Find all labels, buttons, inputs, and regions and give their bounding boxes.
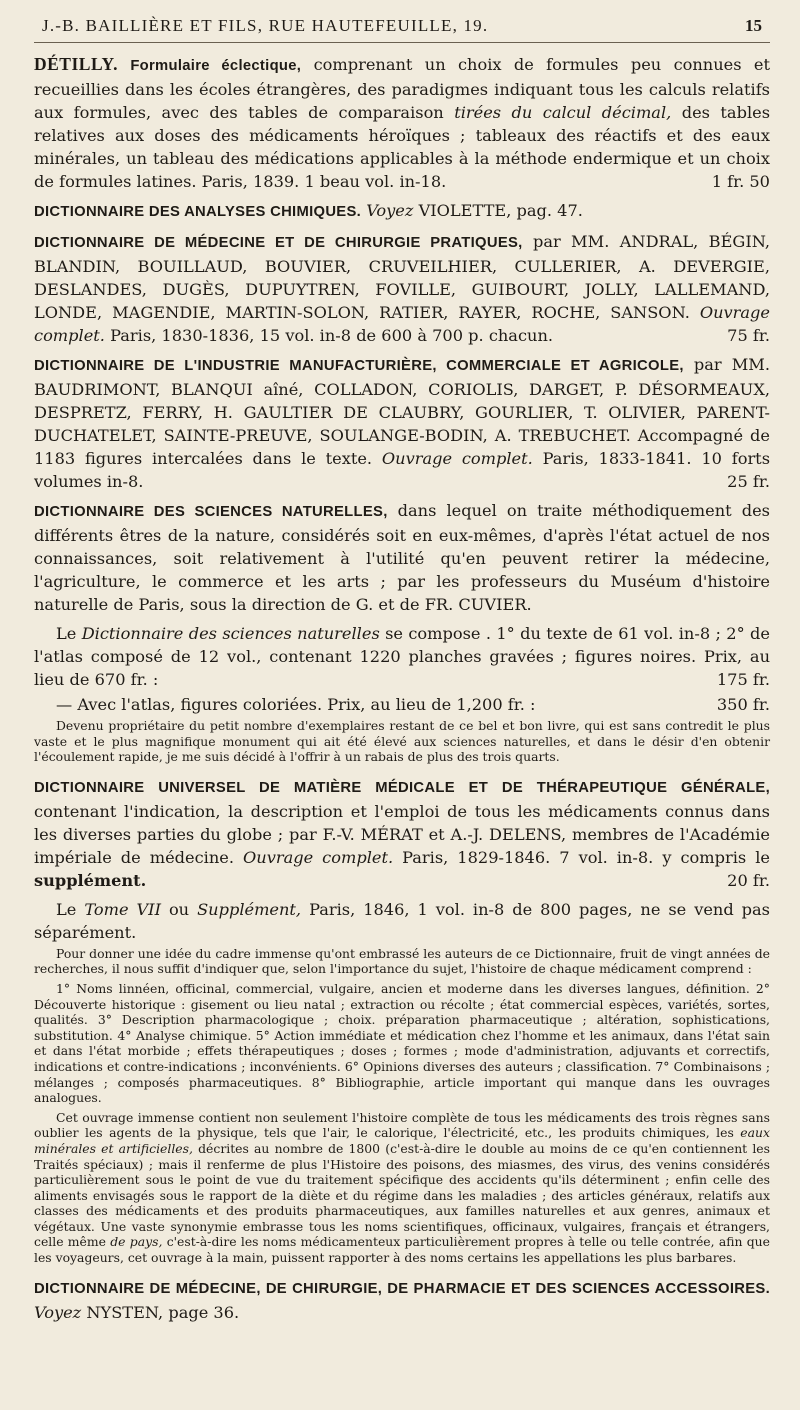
page-number: 15 [745, 16, 762, 35]
entry-price: 175 fr. [716, 670, 770, 689]
entry-price: 350 fr. [716, 695, 770, 714]
entry-text: par MM. ANDRAL, BÉGIN, BLANDIN, BOUILLAUD, BOUVIER, CRUVEILHIER, CULLERIER, A. DEVERGIE, DESLANDES, DUGÈS, DUPUYTREN, FOVILLE, GUIBOURT, JOLLY, LALLEMAND, LONDE, MAGENDIE, MARTIN-SOLON, RATIER, RAYER, ROCHE, SANSON. [34, 232, 770, 322]
sciences-note: Devenu propriétaire du petit nombre d'exemplaires restant de ce bel et bon livre, qui est sans contredit le plus vaste et le plus magnifique monument qui ait été élevé aux sciences naturelles, et dans le désir d'en obtenir l'écoulement rapide, je me suis décidé à l'offrir à un rabais de plus des trois quarts. [34, 718, 770, 765]
entry-headword: DICTIONNAIRE UNIVERSEL DE MATIÈRE MÉDICALE ET DE THÉRAPEUTIQUE GÉNÉRALE, [34, 779, 770, 796]
text: Le [56, 624, 77, 643]
entry-text: des tables relatives aux doses des médicaments héroïques ; tableaux des réactifs et des eaux minérales, un tableau des médications applicables à la méthode endermique et un choix de formules latines. Paris, 1839. 1 beau vol. in-18. [34, 103, 771, 191]
entry-matiere-medicale [34, 775, 770, 892]
sciences-composition [34, 622, 770, 691]
entry-italic: Ouvrage complet. [34, 303, 770, 345]
entry-industrie [34, 353, 770, 493]
entry-text: Paris, 1833-1841. 10 forts volumes in-8. [34, 449, 770, 491]
entry-medecine-chirurgie [34, 230, 770, 347]
text: ou [168, 899, 190, 919]
italic-text: eaux minérales et artificielles, [34, 1125, 770, 1156]
entry-text: dans lequel on traite méthodiquement des différents êtres de la nature, considérés soit en eux-mêmes, d'après l'état actuel de nos connaissances, soit relativement à l'utilité qu'en peuvent retirer la médecine, l'agriculture, le commerce et les arts ; par les professeurs du Muséum d'histoire naturelle de Paris, sous la direction de G. et de FR. CUVIER. [34, 501, 770, 614]
entry-headword: DÉTILLY. [34, 54, 118, 74]
see-reference: Voyez [366, 201, 414, 220]
sciences-atlas-price [34, 693, 770, 716]
entry-text: Paris, 1829-1846. 7 vol. in-8. y compris le [402, 847, 770, 867]
entry-analyses [34, 199, 770, 224]
text: Paris, 1846, 1 vol. in-8 de 800 pages, ne se vend pas séparément. [34, 899, 770, 942]
text: c'est-à-dire les noms médicamenteux particulièrement propres à telle ou telle contrée, afin que les voyageurs, cet ouvrage à la main, puissent rapporter à des noms certains les appellations les plus barbares. [34, 1234, 770, 1266]
entry-text: contenant l'indication, la description et l'emploi de tous les médicaments connus dans les diverses parties du globe ; par F.-V. MÉRAT et A.-J. DELENS, membres de l'Académie impériale de médecine. [34, 801, 770, 867]
running-head [34, 14, 770, 43]
supplement-label: supplément. [34, 870, 147, 890]
entry-price: 20 fr. [727, 870, 770, 890]
entry-sciences-naturelles [34, 499, 770, 616]
entry-italic: tirées du calcul décimal, [454, 103, 672, 122]
cross-reference: NYSTEN, page 36. [86, 1302, 240, 1322]
entry-subtitle: Formulaire éclectique, [130, 58, 302, 74]
entry-text: Paris, 1830-1836, 15 vol. in-8 de 600 à 700 p. chacun. [110, 326, 554, 345]
matiere-small-intro: Pour donner une idée du cadre immense qu'ont embrassé les auteurs de ce Dictionnaire, fruit de vingt années de recherches, il nous suffit d'indiquer que, selon l'importance du sujet, l'histoire de chaque médicament comprend : [34, 945, 770, 977]
entry-text: comprenant un choix de formules peu connues et recueillies dans les écoles étrangères, des paradigmes indiquant tous les calculs relatifs aux formules, avec des tables de comparaison [34, 55, 770, 122]
see-reference: Voyez [34, 1302, 82, 1322]
tome-vii-note [34, 898, 770, 944]
entry-detilly [34, 53, 770, 193]
text: — Avec l'atlas, figures coloriées. Prix, au lieu de 1,200 fr. : [56, 695, 536, 714]
entry-italic: Ouvrage complet. [243, 847, 394, 867]
cross-reference: VIOLETTE, pag. 47. [418, 201, 583, 220]
entry-price: 1 fr. 50 [711, 172, 770, 191]
entry-headword: DICTIONNAIRE DE L'INDUSTRIE MANUFACTURIÈRE, COMMERCIALE ET AGRICOLE, [34, 358, 684, 374]
publisher-line: J.-B. BAILLIÈRE ET FILS, RUE HAUTEFEUILLE, 19. [42, 16, 489, 35]
text: se compose . 1° du texte de 61 vol. in-8 ; 2° de l'atlas composé de 12 vol., contenant 1220 planches gravées ; figures noires. Prix, au lieu de 670 fr. : [34, 624, 770, 689]
entry-headword: DICTIONNAIRE DE MÉDECINE ET DE CHIRURGIE PRATIQUES, [34, 235, 523, 251]
text: décrites au nombre de 1800 (c'est-à-dire le double au moins de ce qu'en contiennent les Traités spéciaux) ; mais il renferme de plus l'Histoire des poisons, des miasmes, des virus, des venins considérés particulièrement sous le point de vue du traitement spécifique des accidents qu'ils déterminent ; enfin celle des aliments envisagés sous le rapport de la diète et du régime dans les maladies ; des articles généraux, relatifs aux classes des médicaments et des produits pharmaceutiques, aux familles naturelles et aux genres, animaux et végétaux. Une vaste synonymie embrasse tous les noms scientifiques, officinaux, vulgaires, français et étrangers, celle même [34, 1140, 770, 1250]
entry-price: 25 fr. [727, 472, 770, 491]
matiere-small-description [34, 1110, 770, 1266]
italic-title: Tome VII [84, 899, 161, 919]
entry-text: par MM. BAUDRIMONT, BLANQUI aîné, COLLADON, CORIOLIS, DARGET, P. DÉSORMEAUX, DESPRETZ, FERRY, H. GAULTIER DE CLAUBRY, GOURLIER, T. OLIVIER, PARENT-DUCHATELET, SAINTE-PREUVE, SOULANGE-BODIN, A. TREBUCHET. Accompagné de 1183 figures intercalées dans le texte. [34, 355, 770, 468]
entry-headword: DICTIONNAIRE DES SCIENCES NATURELLES, [34, 504, 388, 520]
entry-medecine-pharmacie [34, 1276, 770, 1324]
entry-headword: DICTIONNAIRE DES ANALYSES CHIMIQUES. [34, 204, 362, 220]
text: Le [56, 899, 77, 919]
entry-italic: Ouvrage complet. [381, 449, 533, 468]
matiere-small-contents: 1° Noms linnéen, officinal, commercial, vulgaire, ancien et moderne dans les diverses langues, définition. 2° Découverte historique : gisement ou lieu natal ; extraction ou récolte ; état commercial espèces, variétés, sortes, qualités. 3° Description pharmacologique ; choix. préparation pharmaceutique ; altération, sophistications, substitution. 4° Analyse chimique. 5° Action immédiate et médication chez l'homme et les animaux, dans l'état sain et dans l'état morbide ; effets thérapeutiques ; doses ; formes ; mode d'administration, adjuvants et correctifs, indications et contre-indications ; inconvénients. 6° Opinions diverses des auteurs ; classification. 7° Combinaisons ; mélanges ; composés pharmaceutiques. 8° Bibliographie, article important qui manque dans les ouvrages analogues. [34, 980, 770, 1106]
entry-price: 75 fr. [727, 326, 770, 345]
italic-title: Dictionnaire des sciences naturelles [81, 624, 380, 643]
italic-text: de pays, [110, 1234, 163, 1250]
entry-headword: DICTIONNAIRE DE MÉDECINE, DE CHIRURGIE, DE PHARMACIE ET DES SCIENCES ACCESSOIRES. [34, 1280, 770, 1297]
text: Cet ouvrage immense contient non seulement l'histoire complète de tous les médicaments des trois règnes sans oublier les agents de la physique, tels que l'air, le calorique, l'électricité, etc., les produits chimiques, les [34, 1109, 770, 1141]
italic-title: Supplément, [197, 899, 302, 919]
